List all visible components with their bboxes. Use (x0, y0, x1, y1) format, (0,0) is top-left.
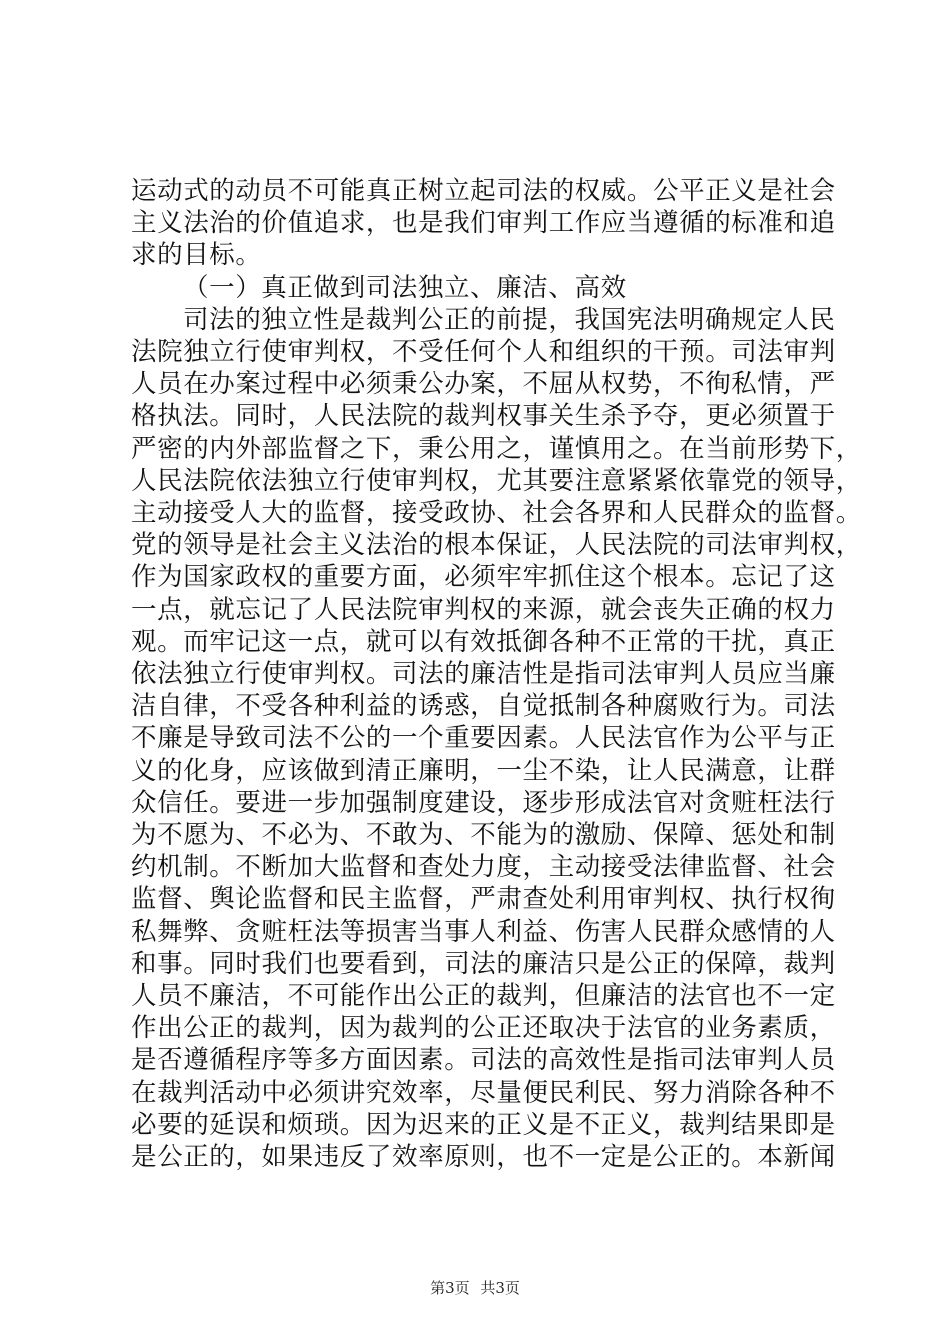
text-line: 和事。同时我们也要看到，司法的廉洁只是公正的保障，裁判 (131, 948, 836, 979)
text-line: 党的领导是社会主义法治的根本保证，人民法院的司法审判权， (131, 530, 862, 561)
page-footer (0, 1277, 950, 1298)
text-line: 主义法治的价值追求，也是我们审判工作应当遵循的标准和追 (131, 208, 836, 239)
text-line: 人员不廉洁，不可能作出公正的裁判，但廉洁的法官也不一定 (131, 981, 836, 1012)
text-line: 人员在办案过程中必须秉公办案，不屈从权势，不徇私情，严 (131, 369, 836, 400)
text-line: 作为国家政权的重要方面，必须牢牢抓住这个根本。忘记了这 (131, 562, 836, 593)
text-line: 必要的延误和烦琐。因为迟来的正义是不正义，裁判结果即是 (131, 1109, 836, 1140)
text-line: 求的目标。 (131, 240, 262, 271)
body-text (131, 175, 862, 1173)
text-line: 为不愿为、不必为、不敢为、不能为的激励、保障、惩处和制 (131, 820, 836, 851)
text-line: 私舞弊、贪赃枉法等损害当事人利益、伤害人民群众感情的人 (131, 916, 836, 947)
text-line: 一点，就忘记了人民法院审判权的来源，就会丧失正确的权力 (131, 594, 836, 625)
text-line: 人民法院依法独立行使审判权，尤其要注意紧紧依靠党的领导， (131, 465, 862, 496)
text-line: 法院独立行使审判权，不受任何个人和组织的干预。司法审判 (131, 337, 836, 368)
text-line: 主动接受人大的监督，接受政协、社会各界和人民群众的监督。 (131, 498, 862, 529)
text-line: 众信任。要进一步加强制度建设，逐步形成法官对贪赃枉法行 (131, 787, 836, 818)
section-heading: （一）真正做到司法独立、廉洁、高效 (183, 272, 627, 303)
text-line: 严密的内外部监督之下，秉公用之，谨慎用之。在当前形势下， (131, 433, 862, 464)
text-line: 监督、舆论监督和民主监督，严肃查处利用审判权、执行权徇 (131, 884, 836, 915)
text-line: 依法独立行使审判权。司法的廉洁性是指司法审判人员应当廉 (131, 659, 836, 690)
text-line: 是否遵循程序等多方面因素。司法的高效性是指司法审判人员 (131, 1045, 836, 1076)
text-line: 是公正的，如果违反了效率原则，也不一定是公正的。本新闻 (131, 1142, 836, 1173)
text-line: 洁自律，不受各种利益的诱惑，自觉抵制各种腐败行为。司法 (131, 691, 836, 722)
text-line: 约机制。不断加大监督和查处力度，主动接受法律监督、社会 (131, 852, 836, 883)
text-line: 司法的独立性是裁判公正的前提，我国宪法明确规定人民 (183, 304, 836, 335)
text-line: 作出公正的裁判，因为裁判的公正还取决于法官的业务素质， (131, 1013, 836, 1044)
text-line: 在裁判活动中必须讲究效率，尽量便民利民、努力消除各种不 (131, 1077, 836, 1108)
page-number: 第3页 (430, 1279, 470, 1297)
text-line: 不廉是导致司法不公的一个重要因素。人民法官作为公平与正 (131, 723, 836, 754)
text-line: 义的化身，应该做到清正廉明，一尘不染，让人民满意，让群 (131, 755, 836, 786)
page-total: 共3页 (480, 1279, 520, 1297)
text-line: 格执法。同时，人民法院的裁判权事关生杀予夺，更必须置于 (131, 401, 836, 432)
text-line: 观。而牢记这一点，就可以有效抵御各种不正常的干扰，真正 (131, 626, 836, 657)
text-line: 运动式的动员不可能真正树立起司法的权威。公平正义是社会 (131, 176, 836, 206)
